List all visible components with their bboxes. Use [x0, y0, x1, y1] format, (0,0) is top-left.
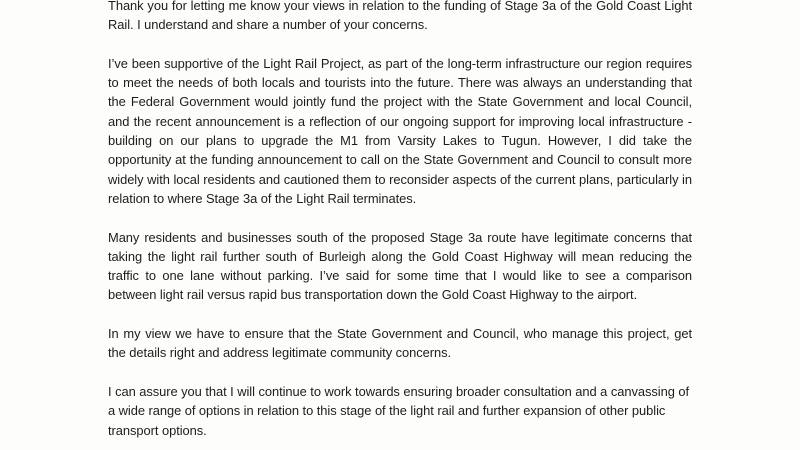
paragraph-residents-concerns: Many residents and businesses south of the proposed Stage 3a route have legitimate concerns that taking the light rail further south of Burleigh along the Gold Coast Highway will mean reducing the traffic to one lane without parking. I’ve said for some time that I would like to see a comparison between light rail versus rapid bus transportation down the Gold Coast Highway to the airport. [108, 229, 692, 303]
paragraph-view: In my view we have to ensure that the State Government and Council, who manage this project, get the details right and address legitimate community concerns. [108, 326, 692, 361]
paragraph-thanks: Thank you for letting me know your views in relation to the funding of Stage 3a of the Gold Coast Light Rail. I understand and share a number of your concerns. [108, 0, 692, 33]
letter-body [108, 0, 692, 450]
paragraph-support: I’ve been supportive of the Light Rail Project, as part of the long-term infrastructure our region requires to meet the needs of both locals and tourists into the future. There was always an understanding that the Federal Government would jointly fund the project with the State Government and local Council, and the recent announcement is a reflection of our ongoing support for improving local infrastructure - building on our plans to upgrade the M1 from Varsity Lakes to Tugun. However, I did take the opportunity at the funding announcement to call on the State Government and Council to consult more widely with local residents and cautioned them to reconsider aspects of the current plans, particularly in relation to where Stage 3a of the Light Rail terminates. [108, 55, 692, 206]
paragraph-assurance: I can assure you that I will continue to work towards ensuring broader consultation and a canvassing of a wide range of options in relation to this stage of the light rail and further expansion of other public transport options. [108, 383, 689, 438]
